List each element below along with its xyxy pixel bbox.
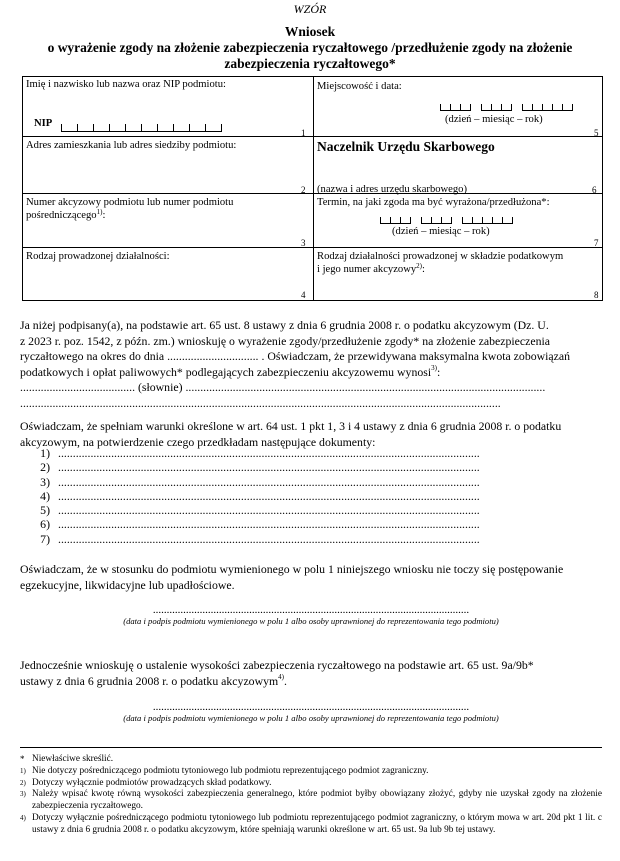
nip-field[interactable]: [61, 119, 222, 137]
document-title: [20, 24, 600, 72]
footnote: 1) Nie dotyczy pośredniczącego podmiotu tytoniowego lub podmiotu reprezentującego podmiot zagraniczny.: [20, 765, 429, 776]
list-item[interactable]: 1) ...............................................................................................................................................: [40, 446, 480, 460]
footnote: 2) Dotyczy wyłącznie podmiotów prowadzących skład podatkowy.: [20, 777, 272, 788]
list-item[interactable]: 4) ...............................................................................................................................................: [40, 488, 480, 503]
field-5-label: Miejscowość i data:: [317, 81, 402, 92]
row-divider: [22, 247, 603, 248]
list-item[interactable]: 6) ...............................................................................................................................................: [40, 517, 480, 532]
title-line-2: o wyrażenie zgody na złożenie zabezpieczenia ryczałtowego /przedłużenie zgody na złożenie: [47, 40, 573, 55]
footnote: 4) Dotyczy wyłącznie pośredniczącego podmiotu tytoniowego lub podmiotu reprezentującego podmiot zagraniczny, o którym mowa w art. 20d pkt 1 lit. c ustawy z dnia 6 grudnia 2008 r. o podatku akcyzowym, które spełniają warunki określone w art. 65 ust. 9a lub 9b tej ustawy.: [20, 812, 602, 835]
date-caption: (dzień – miesiąc – rok): [392, 226, 490, 237]
list-item[interactable]: 7) ...............................................................................................................................................: [40, 531, 480, 546]
field-number: 8: [594, 290, 599, 300]
footnote: 3) Należy wpisać kwotę równą wysokości zabezpieczenia generalnego, które podmiot byłby obowiązany złożyć, gdyby nie uzyskał zgody na złożenie zabezpieczenia ryczałtowego.: [20, 789, 602, 812]
signature-line[interactable]: ...................................................................................................................: [152, 701, 470, 713]
field-number: 5: [594, 128, 599, 138]
field-3-label: Numer akcyzowy podmiotu lub numer podmiotu pośredniczącego$^{1)}$:: [26, 197, 234, 221]
field-number: 3: [301, 238, 306, 248]
field-4-label: Rodzaj prowadzonej działalności:: [26, 251, 170, 262]
footnotes: [20, 754, 602, 837]
date-caption: (dzień – miesiąc – rok): [445, 114, 543, 125]
field-number: 1: [301, 128, 306, 138]
table-divider: [313, 76, 314, 301]
signature-line[interactable]: ...................................................................................................................: [152, 604, 470, 616]
footnote-divider: [20, 747, 602, 748]
signature-caption: (data i podpis podmiotu wymienionego w polu 1 albo osoby uprawnionej do reprezentowania tego podmiotu): [123, 713, 499, 723]
list-item[interactable]: 5) ...............................................................................................................................................: [40, 503, 480, 518]
field-8-label: Rodzaj działalności prowadzonej w składzie podatkowym i jego numer akcyzowy$^{2)}$:: [317, 251, 564, 275]
field-number: 7: [594, 238, 599, 248]
signature-block-1: [20, 604, 602, 626]
tax-office-heading: Naczelnik Urzędu Skarbowego: [317, 139, 495, 154]
tax-office-caption: (nazwa i adres urzędu skarbowego): [317, 184, 468, 195]
field-1-label: Imię i nazwisko lub nazwa oraz NIP podmiotu:: [26, 79, 226, 90]
field-number: 6: [592, 185, 597, 195]
declaration-paragraph-1: Ja niżej podpisany(a), na podstawie art. 65 ust. 8 ustawy z dnia 6 grudnia 2008 r. o podatku akcyzowym (Dz. U. z 2023 r. poz. 1542, z późn. zm.) wnioskuję o wyrażenie zgody/przedłużenie zgody* na złożenie zabezpieczenia ryczałtowego na okres do dnia ............................... . Oświadczam, że przewidywana maksymalna kwota zobowiązań podatkowych i opłat paliwowych* podlegających zabezpieczeniu akcyzowemu wynosi$^{3)}$: ....................................... (słownie) .......................................................................................................................... ...................................................................................................................................................................: [20, 318, 571, 410]
field-number: 2: [301, 185, 306, 195]
row-divider: [22, 193, 603, 194]
field-7-label: Termin, na jaki zgoda ma być wyrażona/przedłużona*:: [317, 197, 550, 208]
title-line-1: Wniosek: [284, 24, 336, 39]
declaration-paragraph-2: Oświadczam, że spełniam warunki określone w art. 64 ust. 1 pkt 1, 3 i 4 ustawy z dnia 6 grudnia 2008 r. o podatku akcyzowym, na potwierdzenie czego przedkładam następujące dokumenty:: [20, 419, 562, 449]
list-item[interactable]: 2) ...............................................................................................................................................: [40, 460, 480, 475]
field-2-label: Adres zamieszkania lub adres siedziby podmiotu:: [26, 140, 237, 151]
field-number: 4: [301, 290, 306, 300]
request-paragraph: Jednocześnie wnioskuję o ustalenie wysokości zabezpieczenia ryczałtowego na podstawie art. 65 ust. 9a/9b* ustawy z dnia 6 grudnia 2008 r. o podatku akcyzowym$^{4)}$.: [20, 658, 534, 688]
documents-list: [20, 446, 580, 546]
declaration-paragraph-3: Oświadczam, że w stosunku do podmiotu wymienionego w polu 1 niniejszego wniosku nie toczy się postępowanie egzekucyjne, likwidacyjne lub upadłościowe.: [20, 562, 564, 592]
title-line-3: zabezpieczenia ryczałtowego*: [224, 56, 396, 71]
template-label: WZÓR: [293, 2, 327, 16]
list-item[interactable]: 3) ...............................................................................................................................................: [40, 474, 480, 489]
signature-caption: (data i podpis podmiotu wymienionego w polu 1 albo osoby uprawnionej do reprezentowania tego podmiotu): [123, 616, 499, 626]
footnote: * Niewłaściwe skreślić.: [20, 754, 114, 764]
signature-block-2: [20, 701, 602, 723]
nip-label: NIP: [34, 118, 53, 129]
